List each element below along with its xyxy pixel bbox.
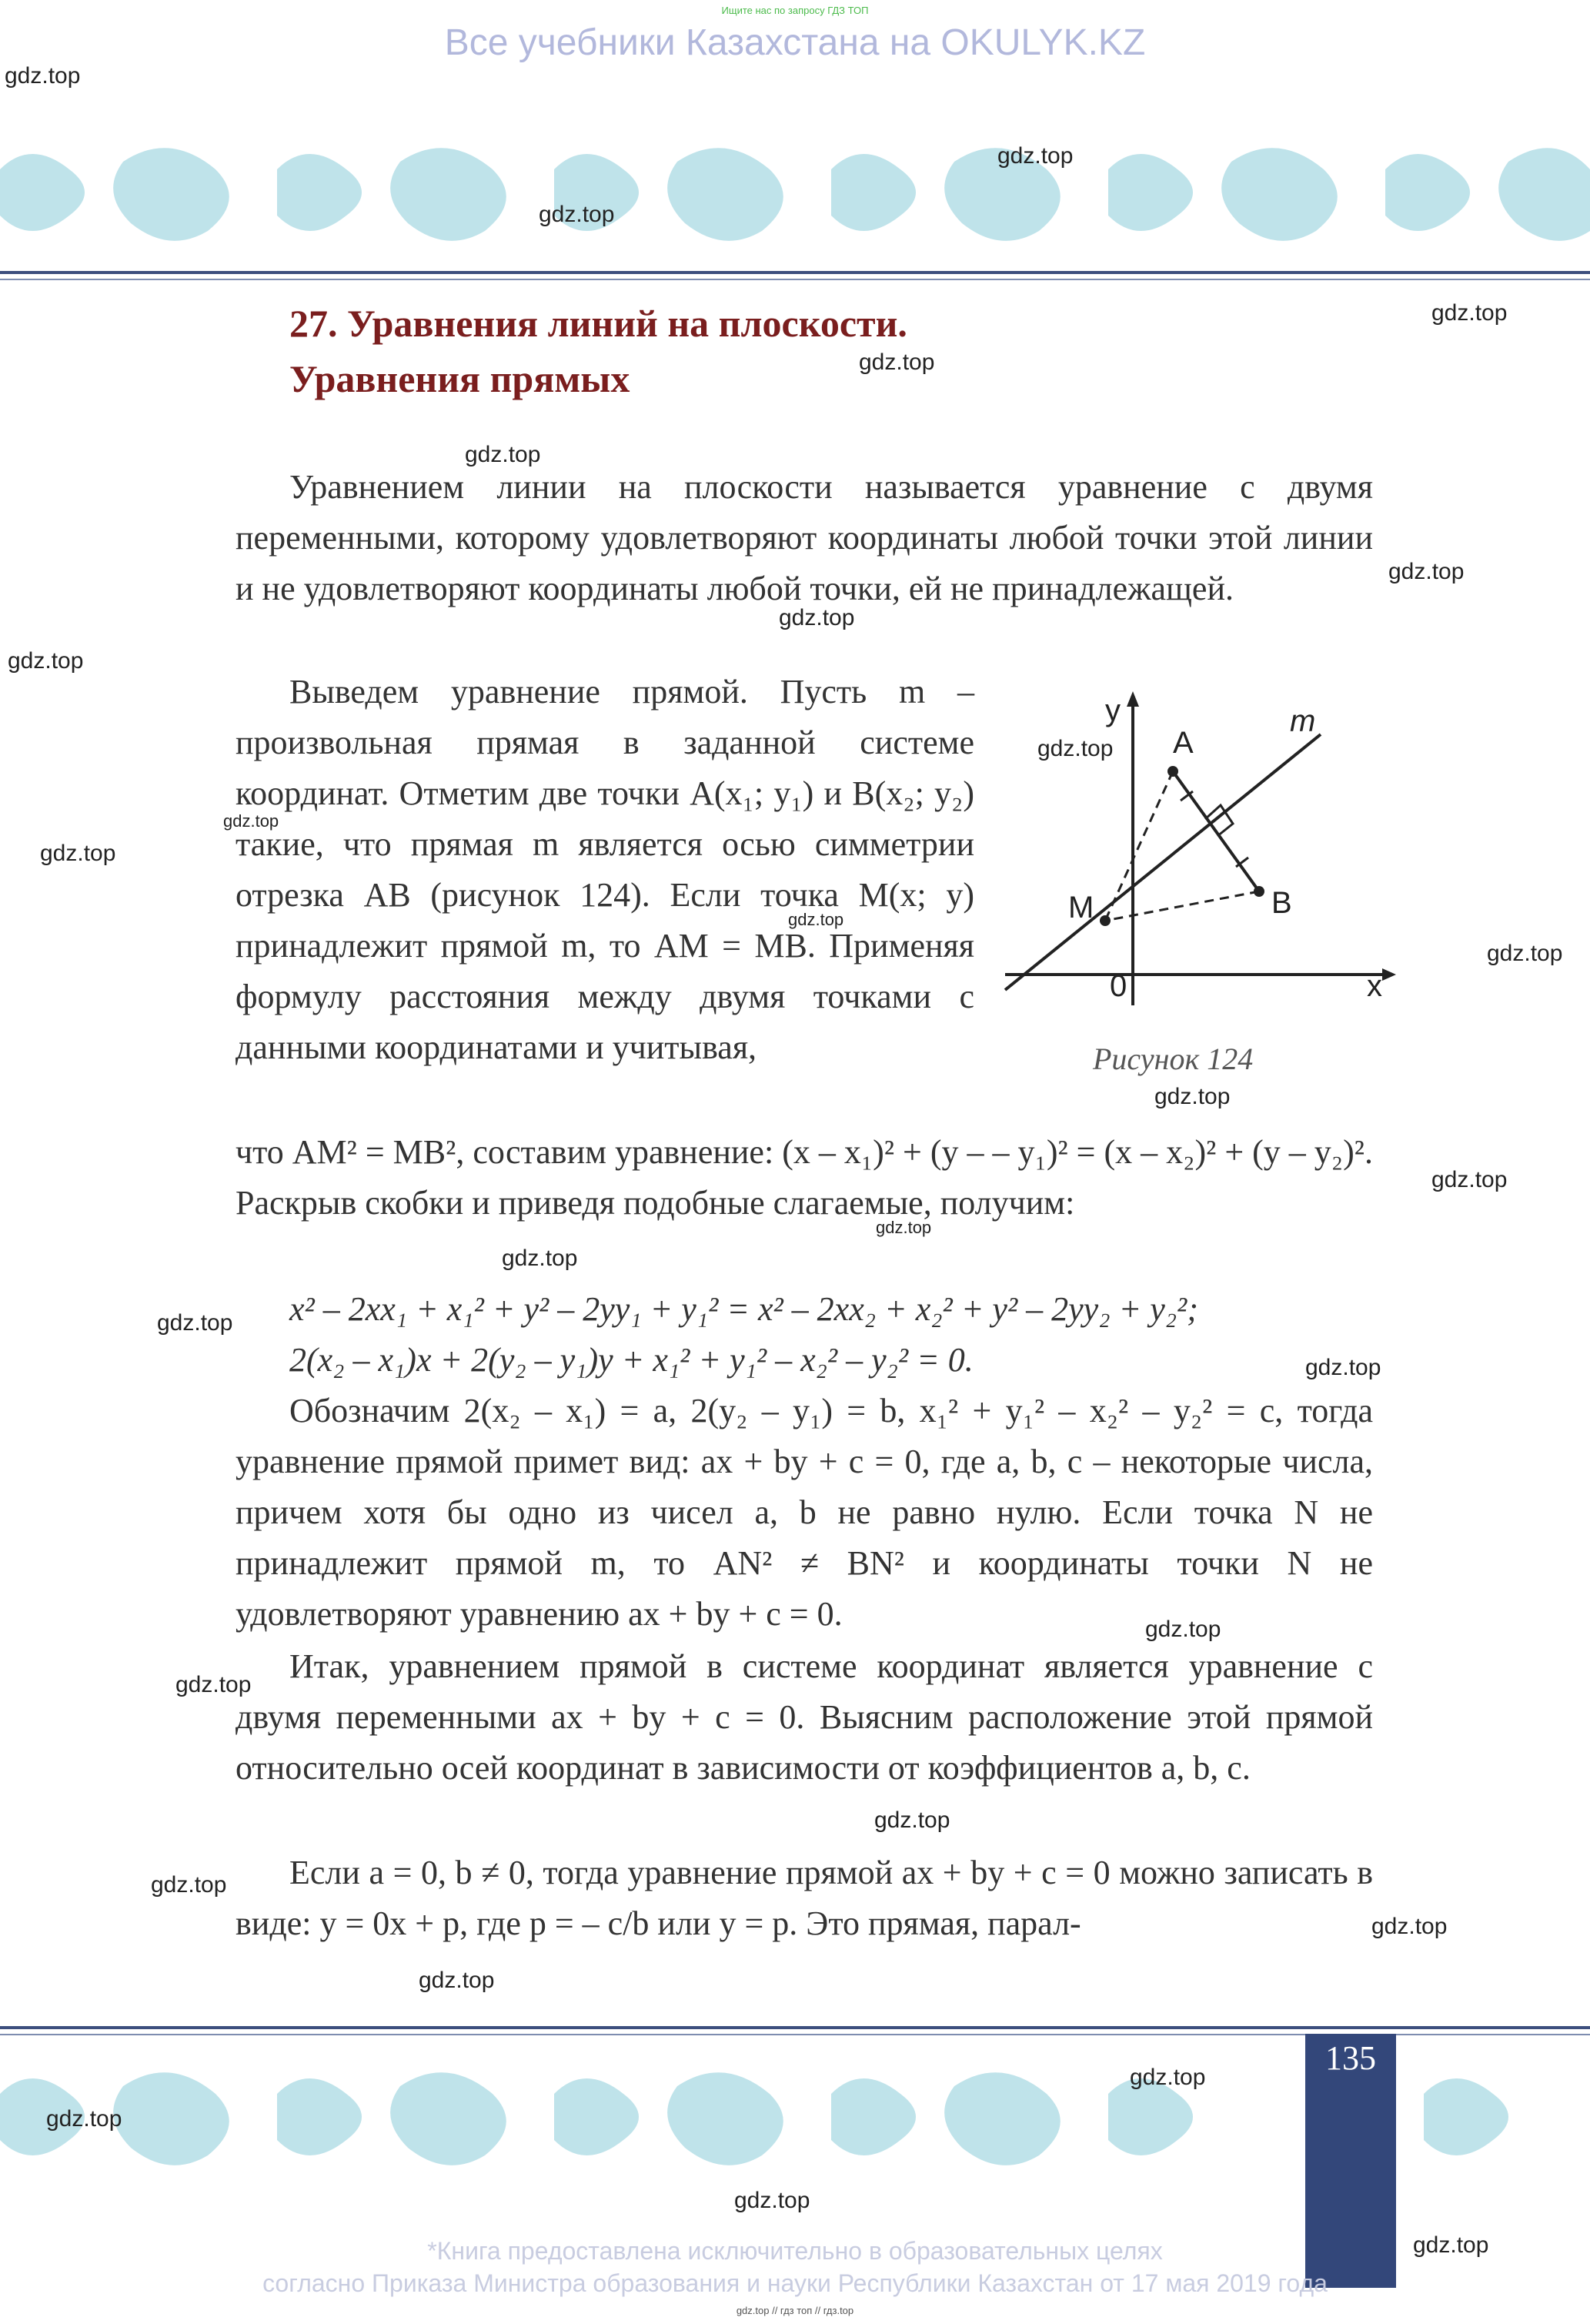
watermark: gdz.top [734,2188,810,2213]
watermark: gdz.top [465,442,541,467]
search-hint: Ищите нас по запросу ГДЗ ТОП [721,5,869,16]
footer-line-1: *Книга предоставлена исключительно в образовательных целях [427,2237,1163,2265]
paragraph-case-a-zero [235,1847,1373,1949]
paragraph-text: Итак, уравнением прямой в системе координат является уравнение с двумя переменными ax + by + c = 0. Выясним расположение этой прямой относительно осей координат в зависимости от коэффициентов a, b, c. [235,1647,1373,1787]
watermark: gdz.top [157,1310,233,1336]
footer-line-2: согласно Приказа Министра образования и науки Республики Казахстан от 17 мая 2019 года [262,2269,1328,2297]
top-rule-thin [0,279,1590,280]
site-title[interactable]: Все учебники Казахстана на OKULYK.KZ [444,22,1146,63]
point-a [1167,766,1178,777]
paragraph-text: Уравнением линии на плоскости называется уравнение с двумя переменными, которому удовлетворяют координаты любой точки этой линии и не удовлетворяют координаты любой точки, ей не принадлежащей. [235,468,1373,607]
paragraph-derivation [235,667,974,1073]
watermark: gdz.top [788,910,844,929]
label-a: A [1173,726,1194,760]
watermark: gdz.top [502,1246,578,1271]
watermark: gdz.top [874,1807,950,1833]
watermark: gdz.top [1388,559,1465,584]
paragraph-text: Если a = 0, b ≠ 0, тогда уравнение прямой ax + by + c = 0 можно записать в виде: y = 0x + p, где p = – c/b или y = p. Это прямая, парал- [235,1854,1373,1942]
watermark: gdz.top [779,605,855,630]
segment-ab [1173,771,1259,891]
paragraph-text: Обозначим 2(x₂ – x₁) = a, 2(y₂ – y₁) = b, x₁² + y₁² – x₂² – y₂² = c, тогда уравнение прямой примет вид: ax + by + c = 0, где a, b, c – некоторые числа, причем хотя бы одно из чисел a, b не равно нулю. Если точка N не принадлежит прямой m, то AN² ≠ BN² и координаты точки N не удовлетворяют уравнению ax + by + c = 0. [235,1392,1373,1633]
paragraph-text: что AM² = MB², составим уравнение: (x – x₁)² + (y – – y₁)² = (x – x₂)² + (y – y₂)². Раскрыв скобки и приведя подобные слагаемые, получим: [235,1133,1373,1222]
watermark: gdz.top [419,1968,495,1993]
watermark: gdz.top [1305,1355,1381,1380]
watermark: gdz.top [1371,1914,1448,1939]
point-m [1100,915,1111,926]
label-y: y [1105,694,1121,727]
watermark: gdz.top [5,63,81,89]
label-point-m: M [1068,891,1094,925]
x-axis-arrow [1382,968,1396,981]
watermark: gdz.top [539,202,615,227]
watermark: gdz.top [876,1218,932,1237]
heading-line-1: 27. Уравнения линий на плоскости. [289,302,907,345]
line-m [1005,734,1321,990]
watermark: gdz.top [1413,2232,1489,2258]
watermark: gdz.top [997,143,1074,169]
watermark: gdz.top [151,1872,227,1898]
label-x: x [1367,969,1382,1003]
bottom-rule [0,2026,1590,2029]
label-b: B [1271,886,1292,920]
paragraph-definition [235,462,1373,614]
top-rule [0,271,1590,274]
label-line-m: m [1290,704,1316,738]
watermark: gdz.top [46,2106,122,2132]
watermark: gdz.top [8,648,84,674]
y-axis-arrow [1127,691,1139,707]
watermark: gdz.top [175,1672,252,1697]
watermark: gdz.top [1145,1617,1221,1642]
watermark: gdz.top [1487,941,1563,966]
footer-small: gdz.top // гдз топ // гдз.top [736,2305,854,2316]
watermark: gdz.top [1431,1167,1508,1192]
watermark: gdz.top [223,811,279,831]
watermark: gdz.top [40,841,116,866]
watermark: gdz.top [1431,300,1508,326]
label-origin: 0 [1110,969,1127,1003]
watermark: gdz.top [859,349,935,375]
watermark: gdz.top [1037,736,1114,761]
watermark: gdz.top [1130,2065,1206,2090]
paragraph-text: Выведем уравнение прямой. Пусть m – произвольная прямая в заданной системе координат. Отметим две точки A(x₁; y₁) и B(x₂; y₂) такие, что прямая m является осью симметрии отрезка AB (рисунок 124). Если точка M(x; y) принадлежит прямой m, то AM = MB. Применяя формулу расстояния между двумя точками с данными координатами и учитывая, [235,673,974,1066]
section-heading [289,296,907,406]
watermark: gdz.top [1154,1084,1231,1109]
formula-collected: 2(x₂ – x₁)x + 2(y₂ – y₁)y + x₁² + y₁² – x₂² – y₂² = 0. [289,1341,974,1379]
paragraph-conclusion [235,1641,1373,1794]
top-ornament [0,139,1590,254]
paragraph-notation [235,1386,1373,1640]
figure-caption: Рисунок 124 [1093,1042,1254,1076]
paragraph-derivation-cont [235,1127,1373,1229]
segment-mb [1105,891,1259,921]
segment-am [1105,771,1173,921]
heading-line-2: Уравнения прямых [289,357,630,400]
point-b [1254,886,1264,897]
formula-expanded: x² – 2xx₁ + x₁² + y² – 2yy₁ + y₁² = x² – 2xx₂ + x₂² + y² – 2yy₂ + y₂²; [289,1290,1198,1328]
page-number: 135 [1325,2039,1376,2077]
